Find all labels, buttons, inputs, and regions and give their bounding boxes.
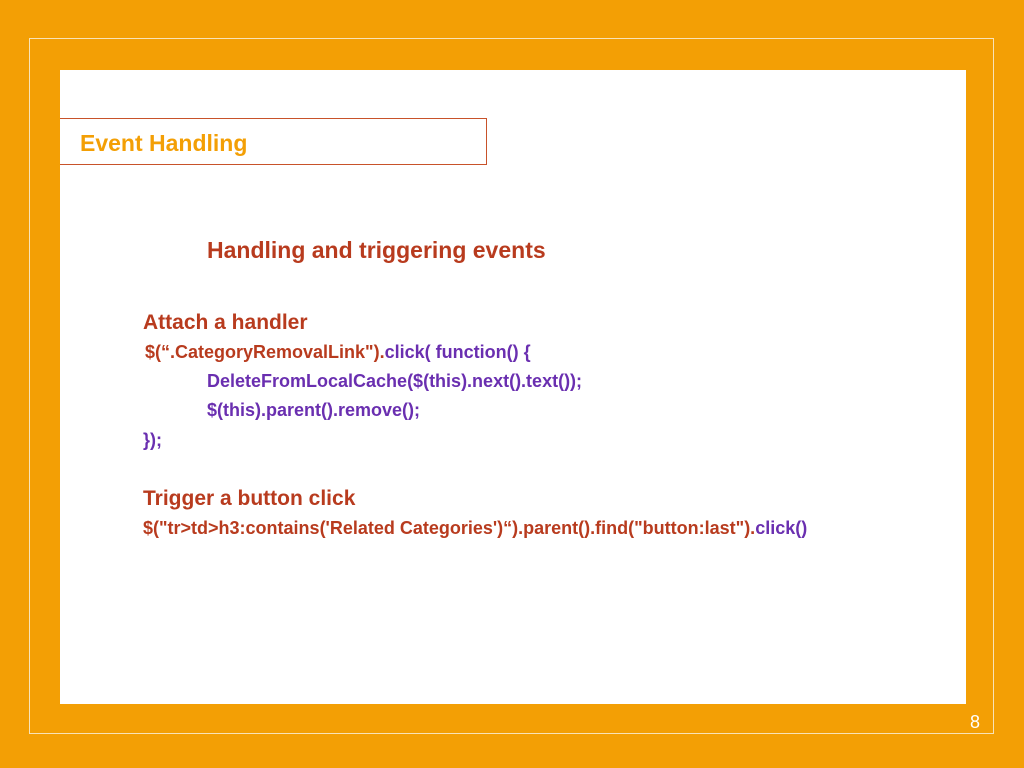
code-line-1-function: click( function() { xyxy=(384,342,531,362)
code-line-5 xyxy=(143,518,807,539)
title-box xyxy=(60,118,487,165)
page-number: 8 xyxy=(969,712,980,732)
code-line-1 xyxy=(145,342,531,363)
code-line-5-selector: $("tr>td>h3:contains('Related Categories')“).parent().find("button:last"). xyxy=(143,518,756,538)
code-line-5-click: click() xyxy=(755,518,808,538)
code-line-4: }); xyxy=(143,430,162,450)
slide-title: Event Handling xyxy=(80,130,248,156)
attach-handler-heading: Attach a handler xyxy=(143,311,308,334)
slide-subtitle: Handling and triggering events xyxy=(207,237,546,263)
trigger-click-heading: Trigger a button click xyxy=(143,487,356,510)
code-line-1-selector: $(“.CategoryRemovalLink"). xyxy=(145,342,385,362)
code-line-2: DeleteFromLocalCache($(this).next().text()); xyxy=(207,371,583,391)
code-line-3: $(this).parent().remove(); xyxy=(207,400,421,420)
